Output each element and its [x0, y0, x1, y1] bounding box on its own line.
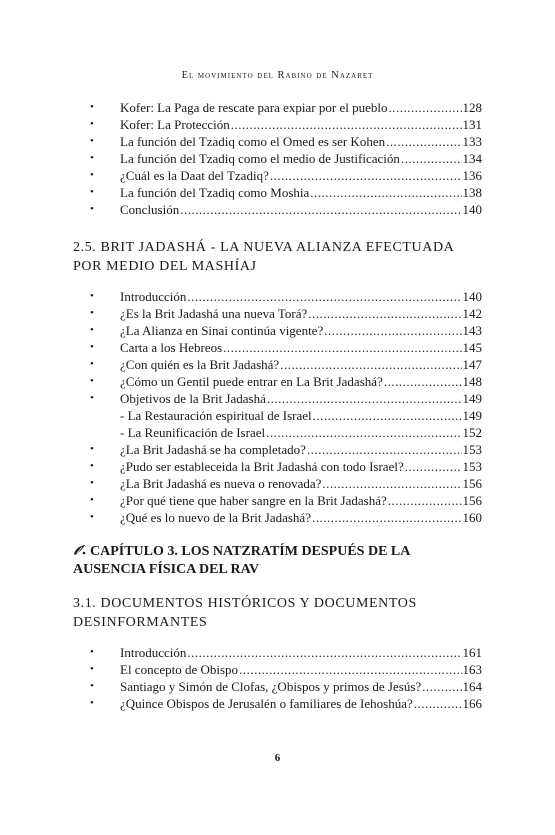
bullet-icon: •: [90, 152, 94, 164]
toc-entry-title: ¿La Alianza en Sinai continúa vigente?: [120, 323, 324, 338]
bullet-icon: •: [90, 324, 94, 336]
toc-entry-title: - La Restauración espiritual de Israel: [120, 408, 312, 423]
toc-entry-page: 147: [462, 357, 482, 372]
bullet-icon: •: [90, 646, 94, 658]
toc-entry: [90, 695, 482, 712]
toc-entry: [90, 133, 482, 150]
fleuron-icon: [73, 544, 87, 556]
toc-entry-page: 152: [462, 425, 482, 440]
toc-entry-page: 149: [462, 391, 482, 406]
toc-entry-title: ¿Cómo un Gentil puede entrar en La Brit Jadashá?: [120, 374, 383, 389]
toc-entry-title: ¿La Brit Jadashá es nueva o renovada?: [120, 476, 322, 491]
toc-entry-title: ¿Quince Obispos de Jerusalén o familiares de Iehoshúa?: [120, 696, 413, 711]
dot-leader: [239, 661, 461, 678]
toc-entry-page: 164: [462, 679, 482, 694]
bullet-icon: •: [90, 186, 94, 198]
bullet-icon: •: [90, 290, 94, 302]
dot-leader: [280, 356, 461, 373]
section-heading-2-5: 2.5. BRIT JADASHÁ - LA NUEVA ALIANZA EFECTUADA POR MEDIO DEL MASHÍAJ: [73, 240, 454, 274]
dot-leader: [223, 339, 461, 356]
dot-leader: [388, 492, 462, 509]
toc-entry: [90, 288, 482, 305]
toc-entry-title: La función del Tzadiq como Moshia: [120, 185, 310, 200]
dot-leader: [187, 288, 461, 305]
toc-entry: [90, 644, 482, 661]
toc-entry-title: Conclusión: [120, 202, 180, 217]
toc-entry-page: 142: [462, 306, 482, 321]
toc-entry-title: Introducción: [120, 645, 187, 660]
toc-entry-title: ¿Por qué tiene que haber sangre en la Brit Jadashá?: [120, 493, 387, 508]
dot-leader: [308, 305, 461, 322]
bullet-icon: •: [90, 169, 94, 181]
dot-leader: [401, 150, 462, 167]
bullet-icon: •: [90, 697, 94, 709]
toc-entry-page: 136: [462, 168, 482, 183]
running-head: El movimiento del Rabino de Nazaret: [181, 70, 374, 81]
toc-entry: [90, 509, 482, 526]
bullet-icon: •: [90, 118, 94, 130]
dot-leader: [307, 441, 462, 458]
toc-entry-title: ¿Qué es lo nuevo de la Brit Jadashá?: [120, 510, 311, 525]
toc-entry-title: La función del Tzadiq como el Omed es ser Kohen: [120, 134, 386, 149]
toc-entry: [90, 167, 482, 184]
dot-leader: [414, 695, 462, 712]
toc-entry-page: 143: [462, 323, 482, 338]
toc-entry-page: 140: [462, 202, 482, 217]
dot-leader: [231, 116, 462, 133]
toc-entry: [90, 184, 482, 201]
page-number: 6: [274, 752, 281, 764]
dot-leader: [270, 167, 462, 184]
toc-entry: [90, 116, 482, 133]
toc-entry: [90, 201, 482, 218]
toc-entry-page: 156: [462, 493, 482, 508]
toc-list-3-1: [90, 644, 482, 712]
dot-leader: [187, 644, 461, 661]
bullet-icon: •: [90, 511, 94, 523]
toc-entry-page: 161: [462, 645, 482, 660]
toc-entry: [96, 407, 482, 424]
toc-entry-page: 140: [462, 289, 482, 304]
toc-entry-title: El concepto de Obispo: [120, 662, 239, 677]
toc-entry-page: 138: [462, 185, 482, 200]
toc-entry: [90, 661, 482, 678]
dot-leader: [267, 390, 462, 407]
toc-entry-page: 153: [462, 442, 482, 457]
dot-leader: [310, 184, 461, 201]
toc-entry-page: 149: [462, 408, 482, 423]
toc-entry-title: Kofer: La Paga de rescate para expiar por el pueblo: [120, 100, 388, 115]
dot-leader: [266, 424, 461, 441]
toc-entry-title: ¿Cuál es la Daat del Tzadiq?: [120, 168, 269, 183]
toc-entry-page: 160: [462, 510, 482, 525]
dot-leader: [312, 509, 462, 526]
bullet-icon: •: [90, 460, 94, 472]
toc-entry: [90, 373, 482, 390]
toc-entry: [96, 424, 482, 441]
toc-entry: [90, 390, 482, 407]
toc-entry-title: Carta a los Hebreos: [120, 340, 223, 355]
toc-entry-title: Kofer: La Protección: [120, 117, 230, 132]
toc-entry-title: ¿Pudo ser estableceida la Brit Jadashá con todo Israel?: [120, 459, 404, 474]
toc-entry-page: 163: [462, 662, 482, 677]
bullet-icon: •: [90, 392, 94, 404]
toc-entry-title: ¿Con quién es la Brit Jadashá?: [120, 357, 280, 372]
bullet-icon: •: [90, 375, 94, 387]
bullet-icon: •: [90, 101, 94, 113]
toc-entry-title: ¿La Brit Jadashá se ha completado?: [120, 442, 306, 457]
toc-entry-page: 134: [462, 151, 482, 166]
toc-entry: [90, 492, 482, 509]
toc-entry-page: 166: [462, 696, 482, 711]
toc-entry: [90, 678, 482, 695]
toc-entry-title: La función del Tzadiq como el medio de Justificación: [120, 151, 400, 166]
chapter-heading-3: [73, 543, 483, 579]
toc-entry-title: - La Reunificación de Israel: [120, 425, 266, 440]
bullet-icon: •: [90, 341, 94, 353]
bullet-icon: •: [90, 443, 94, 455]
section-heading-3-1: 3.1. DOCUMENTOS HISTÓRICOS Y DOCUMENTOS DESINFORMANTES: [73, 596, 417, 630]
dot-leader: [405, 458, 462, 475]
toc-entry: [90, 322, 482, 339]
toc-entry: [90, 356, 482, 373]
bullet-icon: •: [90, 135, 94, 147]
toc-entry: [90, 458, 482, 475]
bullet-icon: •: [90, 494, 94, 506]
bullet-icon: •: [90, 477, 94, 489]
dot-leader: [422, 678, 461, 695]
dot-leader: [386, 133, 461, 150]
dot-leader: [180, 201, 461, 218]
toc-entry-title: Santiago y Simón de Clofas, ¿Obispos y primos de Jesús?: [120, 679, 422, 694]
dot-leader: [384, 373, 462, 390]
toc-entry-page: 153: [462, 459, 482, 474]
toc-entry-page: 133: [462, 134, 482, 149]
toc-entry: [90, 99, 482, 116]
toc-entry: [90, 339, 482, 356]
toc-entry: [90, 150, 482, 167]
toc-entry: [90, 475, 482, 492]
toc-entry-page: 128: [462, 100, 482, 115]
dot-leader: [324, 322, 461, 339]
bullet-icon: •: [90, 203, 94, 215]
dot-leader: [388, 99, 461, 116]
bullet-icon: •: [90, 663, 94, 675]
chapter-title: CAPÍTULO 3. LOS NATZRATÍM DESPUÉS DE LA AUSENCIA FÍSICA DEL RAV: [73, 544, 410, 577]
toc-list-2-5: [90, 288, 482, 526]
dot-leader: [322, 475, 461, 492]
toc-entry-title: Introducción: [120, 289, 187, 304]
toc-list-2-4: [90, 99, 482, 218]
toc-entry: [90, 305, 482, 322]
bullet-icon: •: [90, 307, 94, 319]
toc-entry-title: Objetivos de la Brit Jadashá: [120, 391, 266, 406]
toc-entry-title: ¿Es la Brit Jadashá una nueva Torá?: [120, 306, 308, 321]
dot-leader: [313, 407, 462, 424]
toc-entry-page: 131: [462, 117, 482, 132]
toc-entry-page: 148: [462, 374, 482, 389]
toc-entry-page: 145: [462, 340, 482, 355]
bullet-icon: •: [90, 358, 94, 370]
toc-entry: [90, 441, 482, 458]
bullet-icon: •: [90, 680, 94, 692]
toc-entry-page: 156: [462, 476, 482, 491]
